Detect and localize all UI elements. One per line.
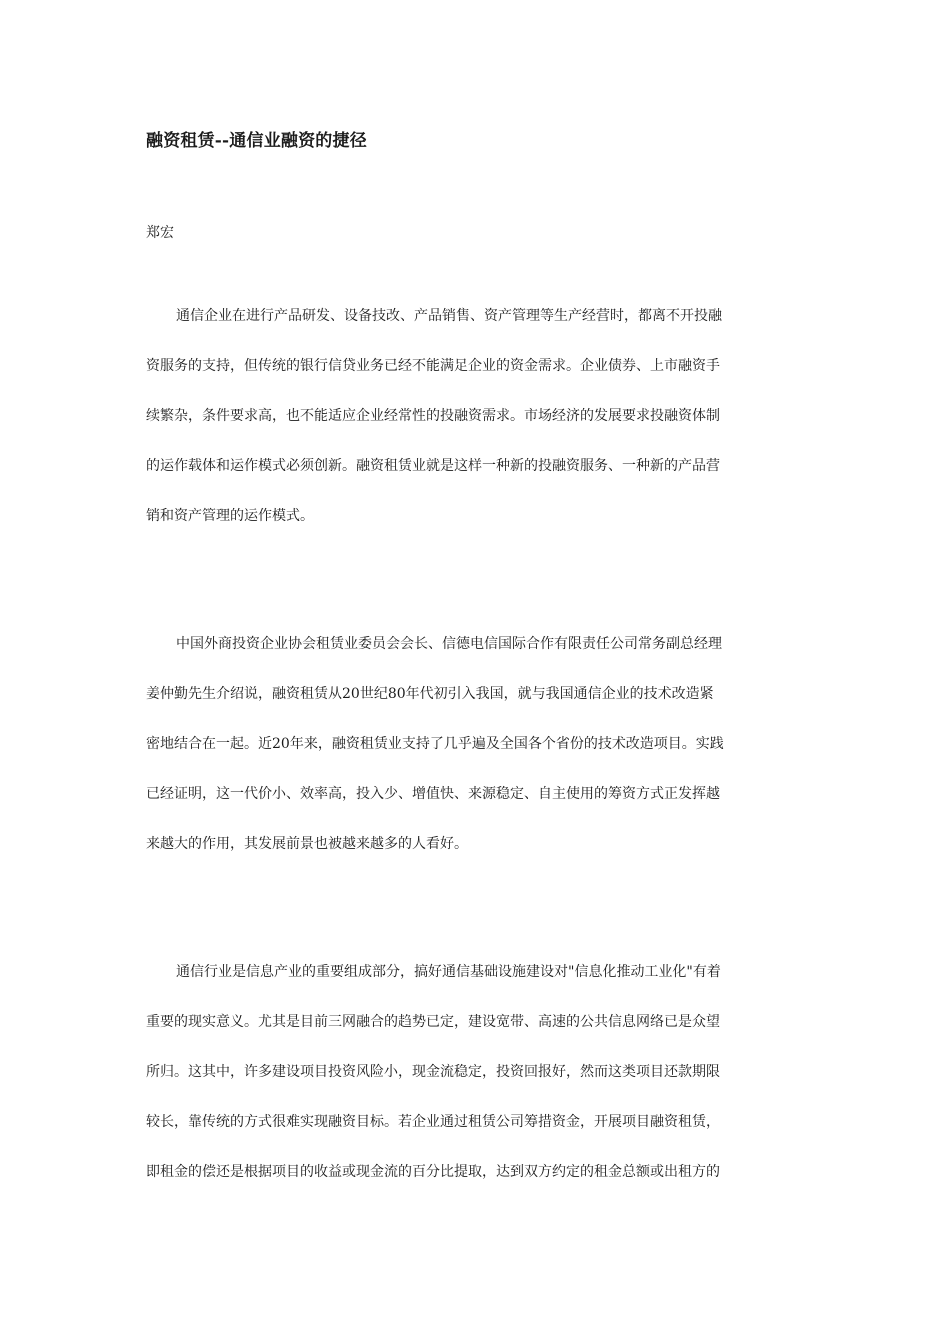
paragraph-3 [146,962,814,1212]
paragraph-2 [146,634,814,884]
paragraph-line: 重要的现实意义。尤其是目前三网融合的趋势已定，建设宽带、高速的公共信息网络已是众望 [146,1014,720,1030]
paragraph-line: 销和资产管理的运作模式。 [146,508,314,524]
paragraph-line: 已经证明，这一代价小、效率高，投入少、增值快、来源稳定、自主使用的筹资方式正发挥越 [146,786,720,802]
paragraph-line: 所归。这其中，许多建设项目投资风险小，现金流稳定，投资回报好，然而这类项目还款期限 [146,1064,720,1080]
paragraph-line: 密地结合在一起。近20年来，融资租赁业支持了几乎遍及全国各个省份的技术改造项目。实践 [146,736,724,752]
paragraph-line: 续繁杂，条件要求高，也不能适应企业经常性的投融资需求。市场经济的发展要求投融资体制 [146,408,720,424]
paragraph-line: 较长，靠传统的方式很难实现融资目标。若企业通过租赁公司筹措资金，开展项目融资租赁， [146,1114,720,1130]
document-title: 融资租赁--通信业融资的捷径 [146,131,367,151]
paragraph-1 [146,306,814,556]
author-name: 郑宏 [146,225,174,241]
paragraph-line: 即租金的偿还是根据项目的收益或现金流的百分比提取，达到双方约定的租金总额或出租方的 [146,1164,720,1180]
paragraph-line: 资服务的支持，但传统的银行信贷业务已经不能满足企业的资金需求。企业债券、上市融资手 [146,358,720,374]
paragraph-line: 来越大的作用，其发展前景也被越来越多的人看好。 [146,836,468,852]
paragraph-line: 的运作载体和运作模式必须创新。融资租赁业就是这样一种新的投融资服务、一种新的产品营 [146,458,720,474]
paragraph-line: 姜仲勤先生介绍说，融资租赁从20世纪80年代初引入我国，就与我国通信企业的技术改造紧 [146,686,714,702]
paragraph-line: 通信企业在进行产品研发、设备技改、产品销售、资产管理等生产经营时，都离不开投融 [176,308,722,324]
paragraph-line: 通信行业是信息产业的重要组成部分，搞好通信基础设施建设对"信息化推动工业化"有着 [176,964,721,980]
paragraph-line: 中国外商投资企业协会租赁业委员会会长、信德电信国际合作有限责任公司常务副总经理 [176,636,722,652]
